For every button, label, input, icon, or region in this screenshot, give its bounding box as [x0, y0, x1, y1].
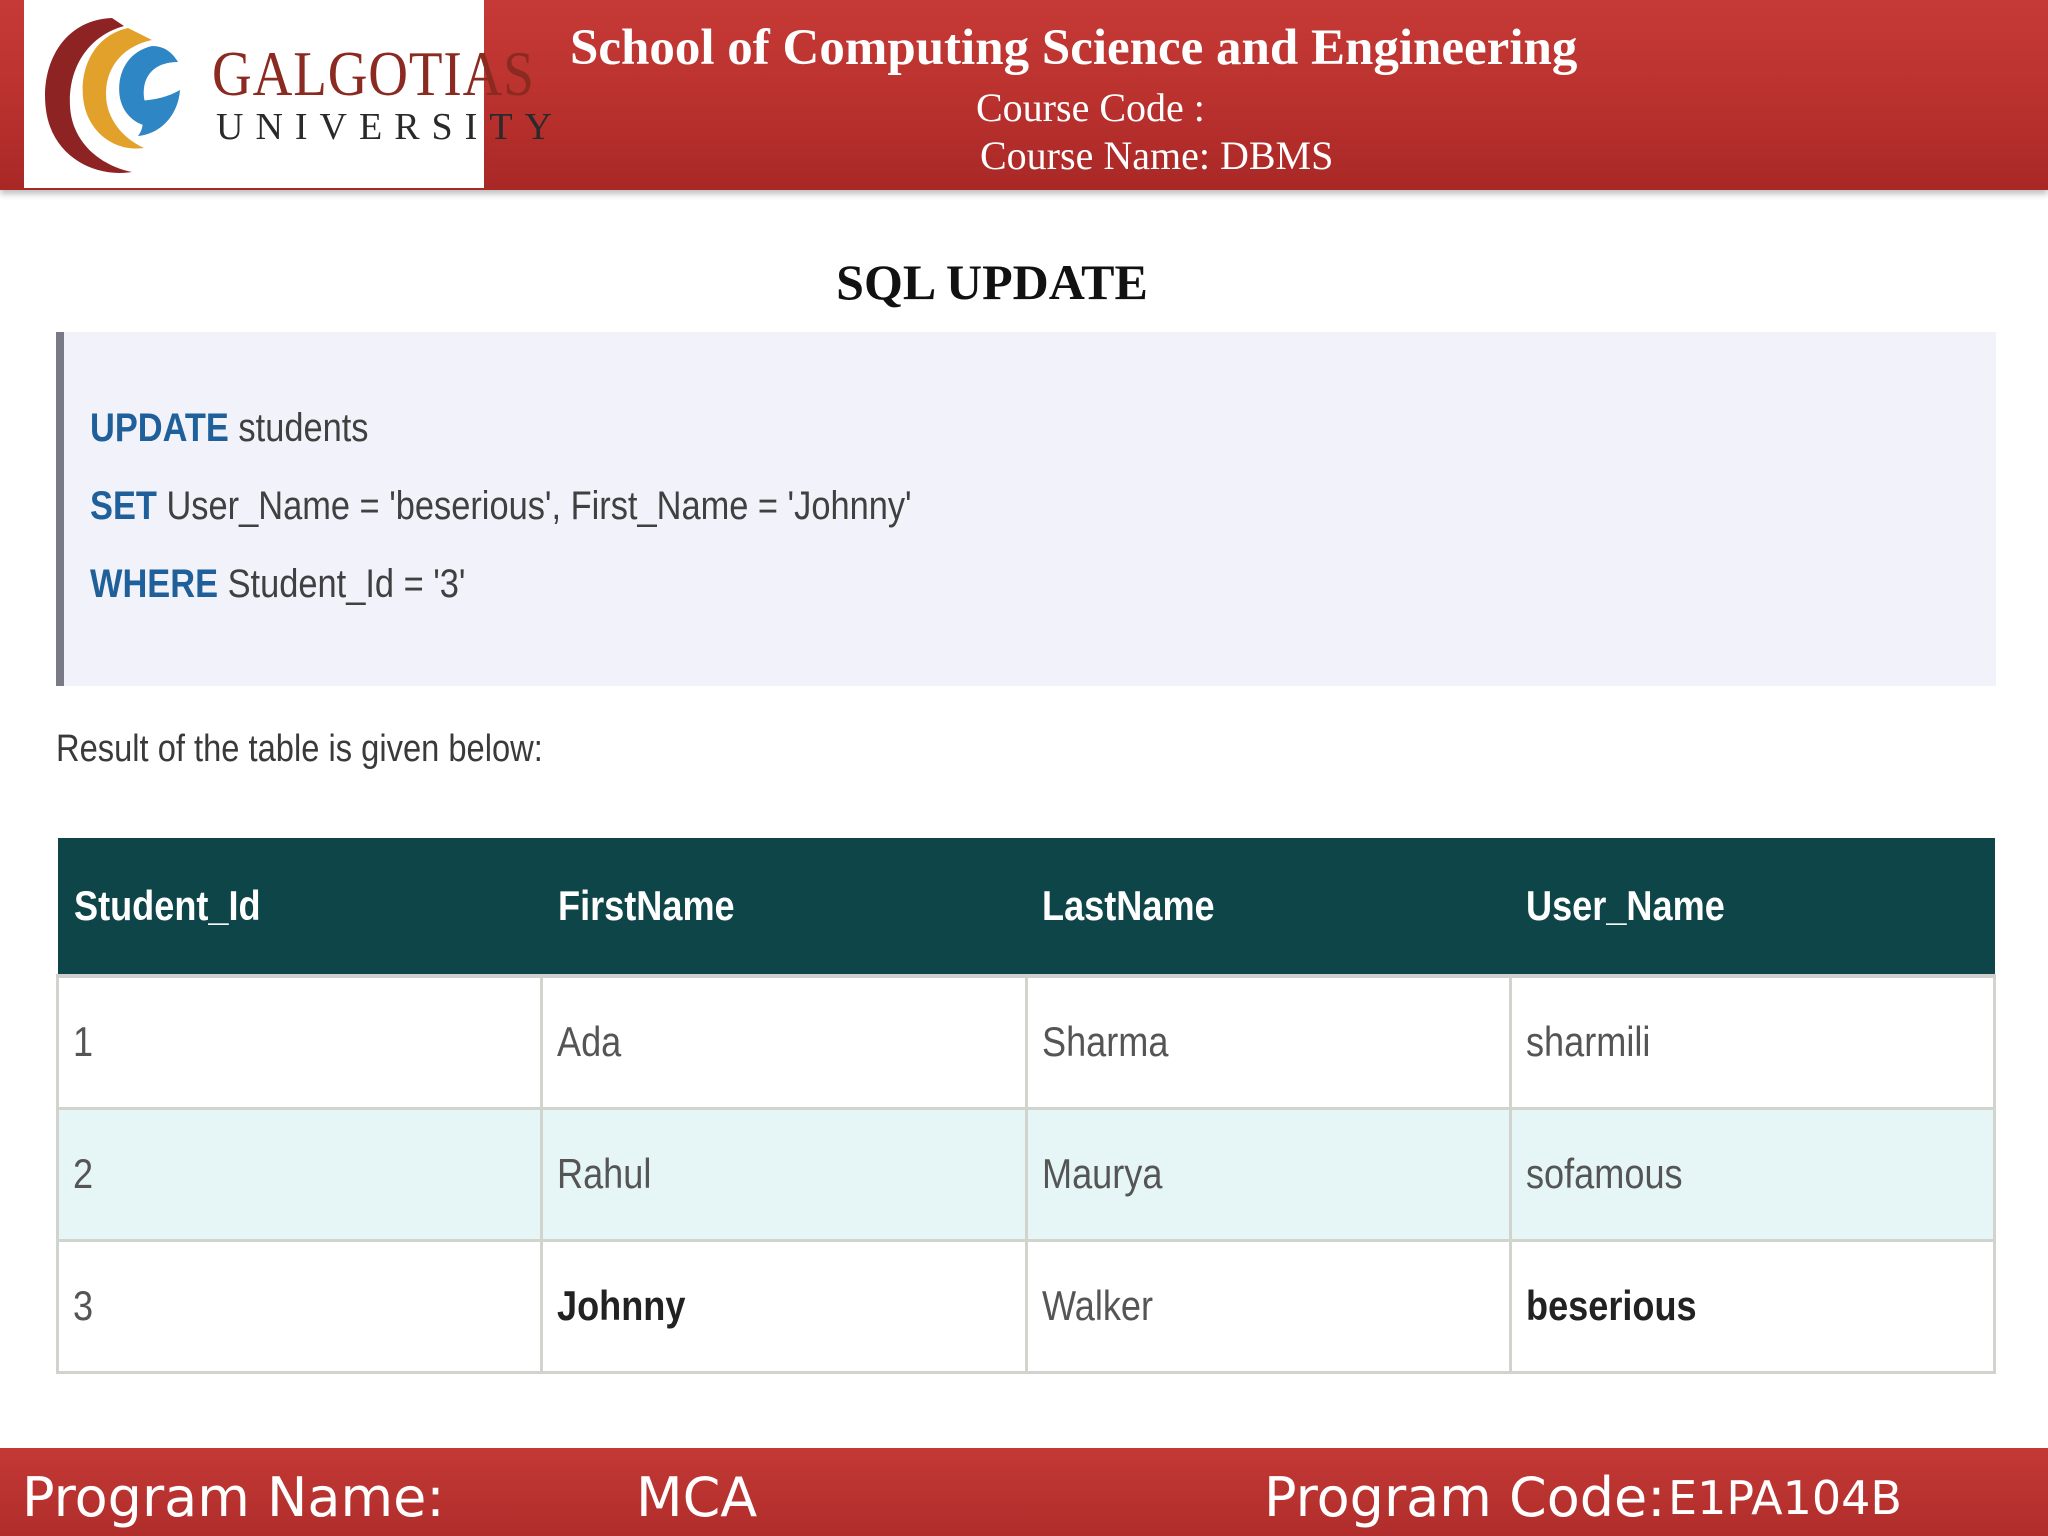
result-caption: Result of the table is given below: [56, 728, 543, 770]
program-code-value: E1PA104B [1668, 1471, 1902, 1525]
logo-wordmark: GALGOTIAS [212, 38, 535, 109]
table-row [58, 976, 1995, 1108]
sql-keyword: WHERE [90, 562, 219, 606]
university-logo [24, 0, 564, 188]
school-title: School of Computing Science and Engineering [570, 20, 1578, 76]
table-cell: Ada [542, 976, 1026, 1108]
column-header: User_Name [1510, 838, 1994, 976]
code-text: User_Name = 'beserious', First_Name = 'Johnny' [156, 484, 912, 528]
sql-keyword: UPDATE [90, 406, 229, 450]
sql-keyword: SET [90, 484, 157, 528]
course-name: Course Name: DBMS [980, 133, 1334, 178]
code-line-set [90, 482, 912, 530]
column-header: LastName [1026, 838, 1510, 976]
table-cell: Sharma [1026, 976, 1510, 1108]
sql-code-block [56, 332, 1996, 686]
table-cell: Johnny [542, 1240, 1026, 1372]
table-row [58, 1108, 1995, 1240]
code-text: Student_Id = '3' [218, 562, 466, 606]
code-line-where [90, 560, 465, 608]
code-line-update [90, 404, 368, 452]
program-name-value: MCA [636, 1466, 758, 1529]
slide-title: SQL UPDATE [836, 254, 1148, 310]
column-header: FirstName [542, 838, 1026, 976]
slide-header [0, 0, 2048, 190]
table-row [58, 1240, 1995, 1372]
program-name-label: Program Name: [22, 1466, 445, 1529]
course-code: Course Code : [976, 85, 1205, 130]
table-cell: 3 [58, 1240, 542, 1372]
table-cell: Walker [1026, 1240, 1510, 1372]
table-cell: 2 [58, 1108, 542, 1240]
table-cell: Rahul [542, 1108, 1026, 1240]
table-cell: sofamous [1510, 1108, 1994, 1240]
logo-subtitle: UNIVERSITY [216, 106, 564, 148]
result-table [56, 838, 1996, 1374]
table-header-row [58, 838, 1995, 976]
table-cell: beserious [1510, 1240, 1994, 1372]
table-cell: Maurya [1026, 1108, 1510, 1240]
column-header: Student_Id [58, 838, 542, 976]
table-cell: sharmili [1510, 976, 1994, 1108]
code-text: students [228, 406, 369, 450]
table-cell: 1 [58, 976, 542, 1108]
galgotias-logo-icon [32, 6, 192, 182]
slide-footer [0, 1448, 2048, 1536]
program-code-label: Program Code: [1264, 1466, 1666, 1529]
